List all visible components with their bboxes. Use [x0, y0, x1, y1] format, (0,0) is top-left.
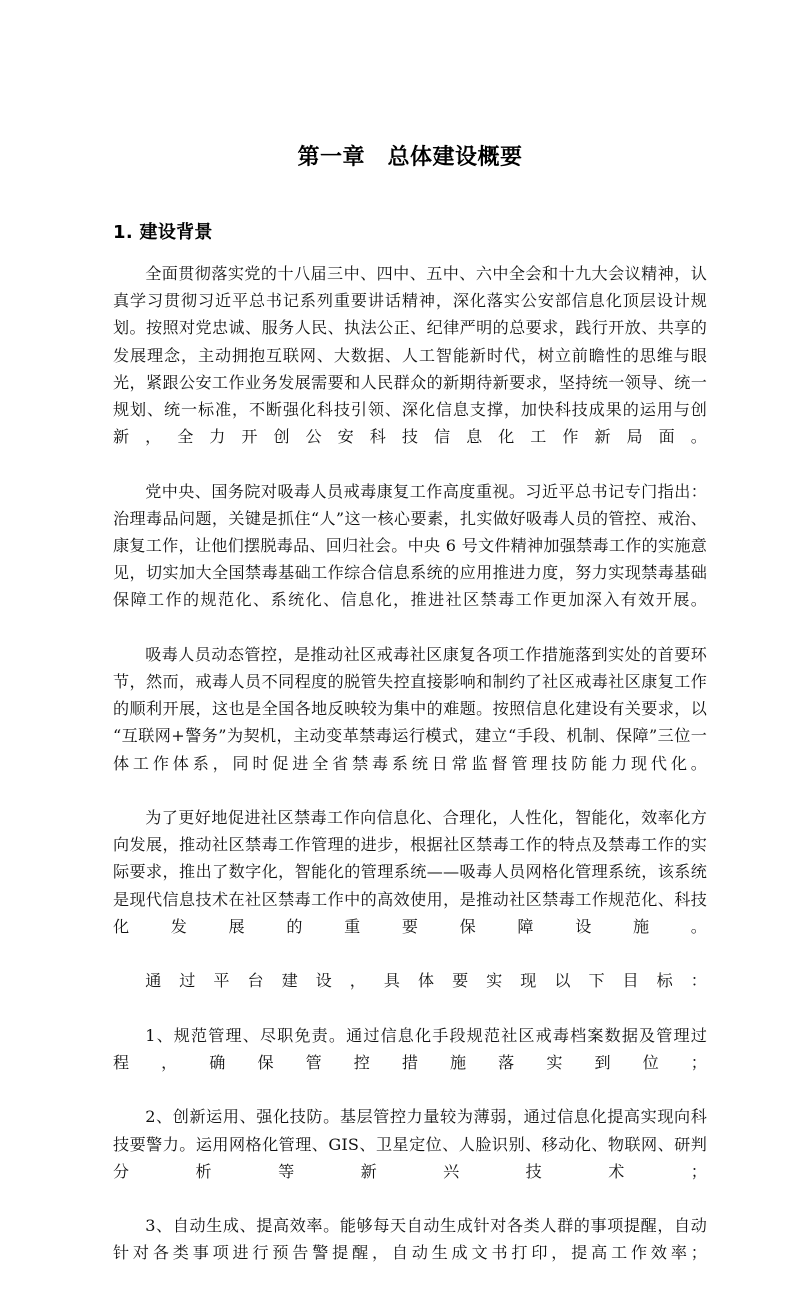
goal-item: 1、规范管理、尽职免责。通过信息化手段规范社区戒毒档案数据及管理过程，确保管控措施落实到位； [113, 1025, 707, 1072]
body-text-block [113, 246, 707, 1294]
section-heading: 1. 建设背景 [113, 222, 213, 243]
goal-item: 2、创新运用、强化技防。基层管控力量较为薄弱，通过信息化提高实现向科技要警力。运用网格化管理、GIS、卫星定位、人脸识别、移动化、物联网、研判分析等新兴技术； [113, 1107, 707, 1181]
paragraph: 党中央、国务院对吸毒人员戒毒康复工作高度重视。习近平总书记专门指出：治理毒品问题，关键是抓住“人”这一核心要素，扎实做好吸毒人员的管控、戒治、康复工作，让他们摆脱毒品、回归社会。中央 6 号文件精神加强禁毒工作的实施意见，切实加大全国禁毒基础工作综合信息系统的应用推进力度，努力实现禁毒基础保障工作的规范化、系统化、信息化，推进社区禁毒工作更加深入有效开展。 [113, 481, 707, 610]
paragraph-goals-intro: 通过平台建设，具体要实现以下目标： [145, 971, 707, 991]
paragraph: 为了更好地促进社区禁毒工作向信息化、合理化，人性化，智能化，效率化方向发展，推动社区禁毒工作管理的进步，根据社区禁毒工作的特点及禁毒工作的实际要求，推出了数字化，智能化的管理系统——吸毒人员网格化管理系统，该系统是现代信息技术在社区禁毒工作中的高效使用，是推动社区禁毒工作规范化、科技化发展的重要保障设施。 [113, 808, 707, 936]
goal-item: 3、自动生成、提高效率。能够每天自动生成针对各类人群的事项提醒，自动针对各类事项进行预告警提醒，自动生成文书打印，提高工作效率； [113, 1216, 707, 1263]
page-content [113, 0, 707, 1294]
paragraph: 吸毒人员动态管控，是推动社区戒毒社区康复各项工作措施落到实处的首要环节，然而，戒毒人员不同程度的脱管失控直接影响和制约了社区戒毒社区康复工作的顺利开展，这也是全国各地反映较为集中的难题。按照信息化建设有关要求，以“互联网+警务”为契机，主动变革禁毒运行模式，建立“手段、机制、保障”三位一体工作体系，同时促进全省禁毒系统日常监督管理技防能力现代化。 [113, 644, 707, 773]
chapter-title: 第一章 总体建设概要 [297, 145, 523, 170]
paragraph: 全面贯彻落实党的十八届三中、四中、五中、六中全会和十九大会议精神，认真学习贯彻习近平总书记系列重要讲话精神，深化落实公安部信息化顶层设计规划。按照对党忠诚、服务人民、执法公正、纪律严明的总要求，践行开放、共享的发展理念，主动拥抱互联网、大数据、人工智能新时代，树立前瞻性的思维与眼光，紧跟公安工作业务发展需要和人民群众的新期待新要求，坚持统一领导、统一规划、统一标准，不断强化科技引领、深化信息支撑，加快科技成果的运用与创新，全力开创公安科技信息化工作新局面。 [113, 264, 707, 447]
